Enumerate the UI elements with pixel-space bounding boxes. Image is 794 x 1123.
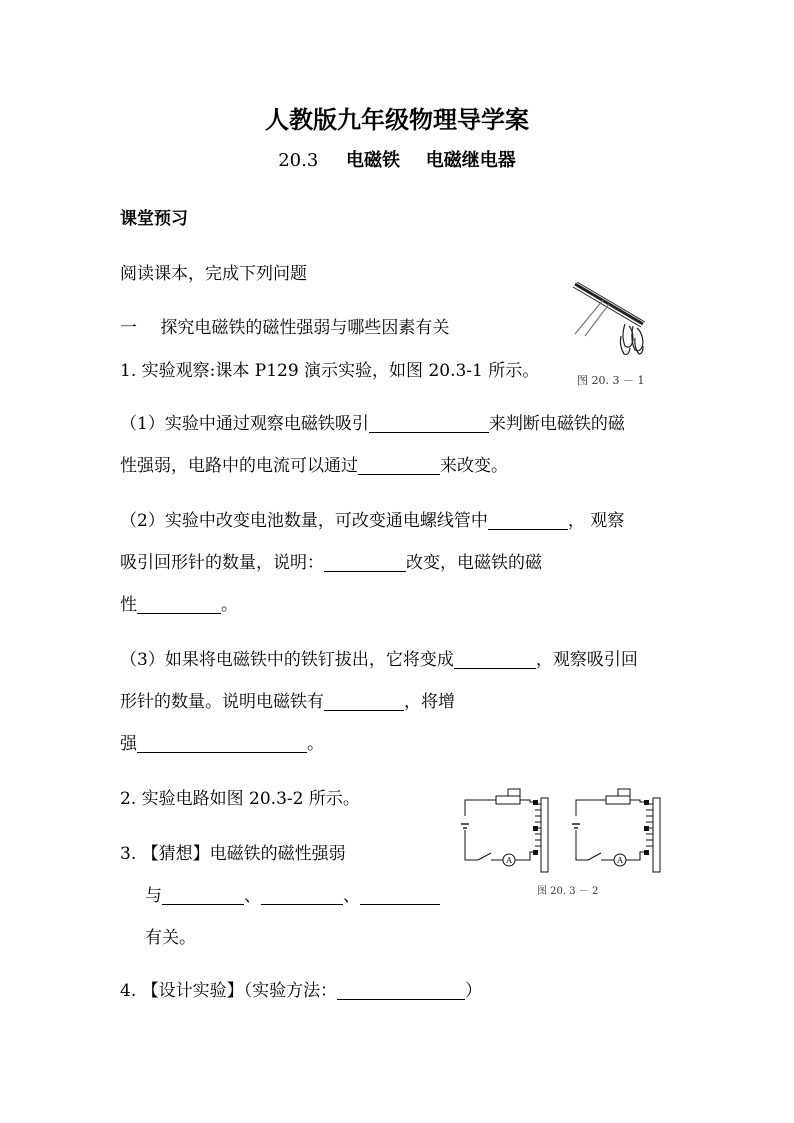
question-1: 1. 实验观察:课本 P129 演示实验，如图 20.3-1 所示。: [120, 361, 540, 381]
answer-blank[interactable]: [162, 886, 244, 905]
question-1-1-line-2: [120, 451, 508, 476]
q1-3-text-c: 形针的数量。说明电磁铁有: [120, 692, 324, 712]
q1-1-text-b: 来判断电磁铁的磁: [488, 414, 625, 434]
answer-blank[interactable]: [358, 456, 440, 475]
answer-blank[interactable]: [137, 595, 221, 614]
page-title: 人教版九年级物理导学案: [265, 105, 529, 134]
q1-2-text-c: 吸引回形针的数量，说明：: [120, 553, 324, 573]
question-1-3-line-1: [120, 645, 638, 670]
answer-blank[interactable]: [137, 734, 307, 753]
ammeter-symbol-right: A: [617, 856, 623, 865]
part-one-heading: [120, 313, 449, 338]
question-3-line-2: [145, 881, 440, 906]
part-one-marker: 一: [120, 318, 137, 338]
section-subtitle: [0, 146, 794, 172]
q4-text-a: 4. 【设计实验】（实验方法：: [120, 981, 338, 1001]
q3-sep-1: 、: [244, 886, 261, 906]
q1-2-text-e: 性: [120, 595, 137, 615]
question-3-line-1: 3. 【猜想】电磁铁的磁性强弱: [120, 844, 346, 864]
q1-2-text-d: 改变，电磁铁的磁: [406, 553, 542, 573]
q1-1-text-a: （1）实验中通过观察电磁铁吸引: [120, 414, 369, 434]
intro-text: 阅读课本，完成下列问题: [120, 264, 307, 284]
question-2: 2. 实验电路如图 20.3-2 所示。: [120, 789, 360, 809]
answer-blank[interactable]: [337, 981, 465, 1000]
preview-heading: 课堂预习: [120, 209, 188, 229]
section-title-part-2: 电磁继电器: [425, 150, 516, 171]
q1-2-text-b: ， 观察: [567, 511, 625, 531]
figure-20-3-2-caption: 图 20. 3 － 2: [537, 886, 599, 897]
question-1-3-line-2: [120, 687, 455, 712]
answer-blank[interactable]: [324, 692, 404, 711]
question-1-2-line-1: [120, 506, 624, 531]
section-title-part-1: 电磁铁: [346, 150, 401, 171]
question-1-2-line-2: [120, 548, 542, 573]
question-1-2-line-3: [120, 590, 238, 615]
q3-sep-2: 、: [343, 886, 360, 906]
q1-1-text-c: 性强弱，电路中的电流可以通过: [120, 456, 358, 476]
answer-blank[interactable]: [454, 650, 536, 669]
answer-blank[interactable]: [360, 886, 440, 905]
q1-3-text-f: 。: [307, 734, 324, 754]
question-1-3-line-3: [120, 729, 324, 754]
answer-blank[interactable]: [261, 886, 343, 905]
figure-20-3-1-caption: 图 20. 3 － 1: [577, 374, 645, 387]
section-number: 20.3: [278, 150, 319, 171]
figure-20-3-2: [458, 780, 673, 876]
q1-3-text-b: ，观察吸引回: [535, 650, 638, 670]
q1-3-text-d: ，将增: [404, 692, 455, 712]
figure-20-3-1: [565, 278, 655, 368]
q1-3-text-e: 强: [120, 734, 137, 754]
q4-text-b: ）: [465, 981, 483, 1001]
q1-2-text-a: （2）实验中改变电池数量，可改变通电螺线管中: [120, 511, 488, 531]
question-3-line-3: 有关。: [145, 928, 196, 948]
question-1-1-line-1: [120, 409, 625, 434]
question-4: [120, 976, 482, 1001]
answer-blank[interactable]: [324, 553, 406, 572]
q1-3-text-a: （3）如果将电磁铁中的铁钉拔出，它将变成: [120, 650, 454, 670]
ammeter-symbol-left: A: [506, 856, 512, 865]
part-one-title: 探究电磁铁的磁性强弱与哪些因素有关: [160, 318, 450, 338]
q1-1-text-d: 来改变。: [440, 456, 508, 476]
answer-blank[interactable]: [488, 511, 568, 530]
q3-text-b: 与: [145, 886, 162, 906]
answer-blank[interactable]: [369, 414, 489, 433]
q1-2-text-f: 。: [221, 595, 238, 615]
